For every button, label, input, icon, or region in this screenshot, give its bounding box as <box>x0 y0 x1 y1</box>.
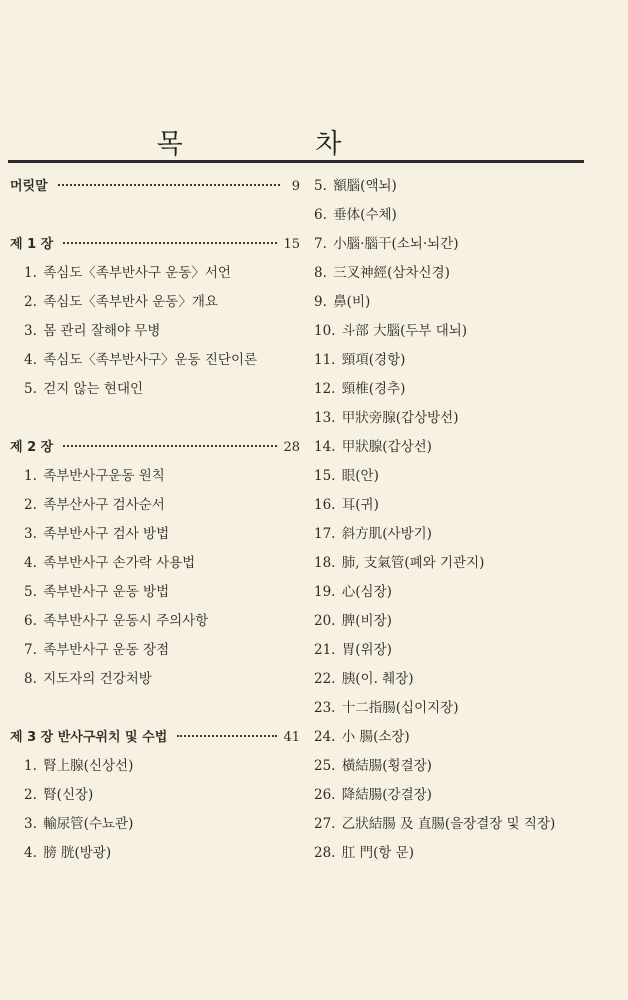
item-number: 3. <box>24 323 37 339</box>
item-title: 額腦(액뇌) <box>333 178 397 194</box>
item-number: 7. <box>314 236 327 252</box>
item-title: 橫結腸(횡결장) <box>341 758 432 774</box>
item-number: 1. <box>24 265 37 281</box>
toc-item <box>10 636 300 665</box>
item-title: 心(심장) <box>341 584 392 600</box>
item-number: 12. <box>314 381 336 397</box>
item-title: 肛 門(항 문) <box>341 845 414 861</box>
toc-item <box>10 549 300 578</box>
item-title: 斗部 大腦(두부 대뇌) <box>341 323 468 339</box>
item-number: 28. <box>314 845 336 861</box>
chapter-page-number: 15 <box>283 237 300 252</box>
toc-item <box>314 781 614 810</box>
item-title: 족부산사구 검사순서 <box>43 497 165 513</box>
toc-item <box>10 839 300 868</box>
item-title: 甲狀腺(갑상선) <box>341 439 432 455</box>
toc-item <box>314 404 614 433</box>
item-title: 脾(비장) <box>341 613 392 629</box>
toc-item <box>10 520 300 549</box>
toc-item <box>314 723 614 752</box>
item-number: 1. <box>24 468 37 484</box>
item-title: 甲狀旁腺(갑상방선) <box>341 410 459 426</box>
item-number: 27. <box>314 816 336 832</box>
dot-leader <box>63 242 277 244</box>
item-number: 13. <box>314 410 336 426</box>
item-number: 17. <box>314 526 336 542</box>
toc-item <box>314 636 614 665</box>
toc-item <box>314 462 614 491</box>
item-number: 2. <box>24 294 37 310</box>
item-title: 垂体(수체) <box>333 207 397 223</box>
toc-item <box>314 520 614 549</box>
dot-leader <box>58 184 280 186</box>
item-number: 10. <box>314 323 336 339</box>
toc-item <box>10 317 300 346</box>
page-title: 목 차 <box>156 129 404 160</box>
toc-item <box>314 172 614 201</box>
chapter-page-number: 41 <box>283 730 300 745</box>
item-number: 7. <box>24 642 37 658</box>
item-number: 8. <box>24 671 37 687</box>
toc-item <box>10 375 300 404</box>
item-number: 20. <box>314 613 336 629</box>
item-title: 걷지 않는 현대인 <box>43 381 144 397</box>
dot-leader <box>177 735 277 737</box>
toc-chapter-entry <box>10 433 300 462</box>
toc-item <box>314 752 614 781</box>
item-number: 19. <box>314 584 336 600</box>
item-number: 14. <box>314 439 336 455</box>
toc-item <box>314 230 614 259</box>
item-title: 十二指腸(십이지장) <box>341 700 459 716</box>
item-number: 11. <box>314 352 336 368</box>
item-title: 小 腸(소장) <box>341 729 410 745</box>
item-number: 25. <box>314 758 336 774</box>
toc-item <box>10 810 300 839</box>
item-number: 4. <box>24 555 37 571</box>
item-number: 2. <box>24 787 37 803</box>
item-number: 9. <box>314 294 327 310</box>
item-number: 1. <box>24 758 37 774</box>
toc-item <box>314 259 614 288</box>
toc-spacer <box>10 694 300 723</box>
item-title: 족심도〈족부반사구 운동〉서언 <box>43 265 231 281</box>
item-title: 몸 관리 잘해야 무병 <box>43 323 161 339</box>
toc-item <box>314 491 614 520</box>
toc-item <box>314 288 614 317</box>
toc-item <box>314 346 614 375</box>
item-title: 족부반사구운동 원칙 <box>43 468 165 484</box>
chapter-page-number: 9 <box>291 179 300 194</box>
item-title: 족부반사구 운동시 주의사항 <box>43 613 209 629</box>
item-title: 족부반사구 운동 방법 <box>43 584 170 600</box>
item-number: 5. <box>24 381 37 397</box>
item-title: 胰(이. 췌장) <box>341 671 414 687</box>
toc-item <box>314 607 614 636</box>
item-title: 輸尿管(수뇨관) <box>43 816 134 832</box>
item-title: 지도자의 건강처방 <box>43 671 152 687</box>
toc-item <box>314 317 614 346</box>
item-title: 족심도〈족부반사구〉운동 진단이론 <box>43 352 258 368</box>
toc-item <box>10 491 300 520</box>
item-number: 3. <box>24 816 37 832</box>
item-title: 頸椎(경추) <box>341 381 406 397</box>
toc-item <box>314 694 614 723</box>
toc-item <box>314 549 614 578</box>
item-number: 18. <box>314 555 336 571</box>
toc-item <box>314 839 614 868</box>
item-title: 小腦·腦干(소뇌·뇌간) <box>333 236 459 252</box>
item-number: 2. <box>24 497 37 513</box>
toc-item <box>10 665 300 694</box>
toc-item <box>314 375 614 404</box>
toc-item <box>10 288 300 317</box>
toc-chapter-entry <box>10 230 300 259</box>
item-title: 膀 胱(방광) <box>43 845 112 861</box>
item-number: 5. <box>24 584 37 600</box>
item-number: 8. <box>314 265 327 281</box>
item-title: 鼻(비) <box>333 294 371 310</box>
item-title: 족부반사구 검사 방법 <box>43 526 170 542</box>
item-number: 22. <box>314 671 336 687</box>
item-number: 6. <box>24 613 37 629</box>
toc-item <box>314 201 614 230</box>
item-title: 眼(안) <box>341 468 379 484</box>
item-title: 족부반사구 운동 장점 <box>43 642 170 658</box>
item-number: 5. <box>314 178 327 194</box>
item-title: 耳(귀) <box>341 497 379 513</box>
toc-chapter-entry <box>10 172 300 201</box>
item-title: 肺, 支氣管(폐와 기관지) <box>341 555 485 571</box>
toc-item <box>314 810 614 839</box>
toc-item <box>314 433 614 462</box>
item-number: 3. <box>24 526 37 542</box>
chapter-label: 머릿말 <box>10 179 48 194</box>
item-number: 15. <box>314 468 336 484</box>
item-number: 6. <box>314 207 327 223</box>
toc-right-column <box>314 172 614 868</box>
item-title: 乙狀結腸 及 直腸(을장결장 및 직장) <box>341 816 556 832</box>
item-title: 족심도〈족부반사 운동〉개요 <box>43 294 218 310</box>
toc-spacer <box>10 201 300 230</box>
toc-item <box>10 259 300 288</box>
item-title: 胃(위장) <box>341 642 392 658</box>
item-title: 三叉神經(삼차신경) <box>333 265 450 281</box>
dot-leader <box>63 445 277 447</box>
item-title: 頸項(경항) <box>341 352 406 368</box>
toc-item <box>10 781 300 810</box>
item-title: 降結腸(강결장) <box>341 787 432 803</box>
item-number: 16. <box>314 497 336 513</box>
item-number: 4. <box>24 845 37 861</box>
chapter-page-number: 28 <box>283 440 300 455</box>
item-number: 4. <box>24 352 37 368</box>
item-number: 23. <box>314 700 336 716</box>
item-number: 21. <box>314 642 336 658</box>
chapter-label: 제 3 장 반사구위치 및 수법 <box>10 730 168 745</box>
toc-item <box>10 752 300 781</box>
toc-item <box>10 346 300 375</box>
item-title: 腎上腺(신상선) <box>43 758 134 774</box>
chapter-label: 제 1 장 <box>10 237 54 252</box>
toc-chapter-entry <box>10 723 300 752</box>
toc-spacer <box>10 404 300 433</box>
title-rule <box>8 160 584 163</box>
toc-item <box>10 462 300 491</box>
item-title: 腎(신장) <box>43 787 94 803</box>
chapter-label: 제 2 장 <box>10 440 54 455</box>
toc-left-column <box>10 172 300 868</box>
toc-item <box>10 578 300 607</box>
toc-item <box>314 578 614 607</box>
toc-item <box>314 665 614 694</box>
item-title: 斜方肌(사방기) <box>341 526 432 542</box>
item-number: 24. <box>314 729 336 745</box>
item-title: 족부반사구 손가락 사용법 <box>43 555 196 571</box>
item-number: 26. <box>314 787 336 803</box>
toc-item <box>10 607 300 636</box>
